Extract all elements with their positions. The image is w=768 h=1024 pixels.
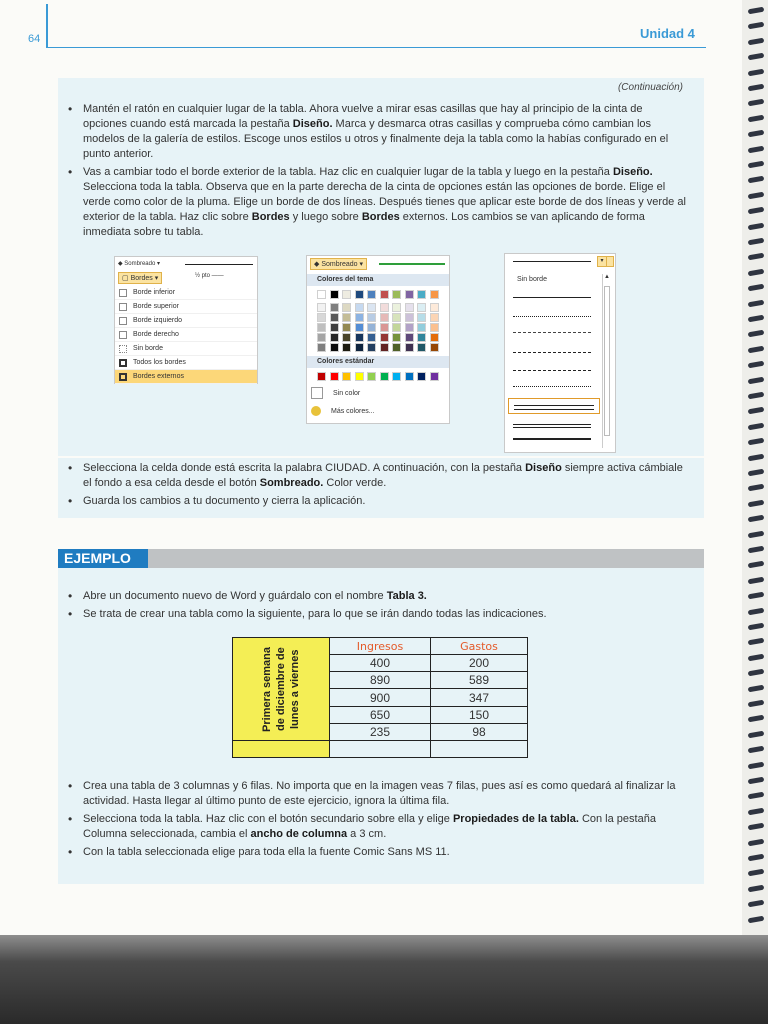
binding-ring bbox=[748, 238, 765, 246]
header-rule bbox=[46, 47, 706, 48]
binding-ring bbox=[748, 499, 765, 507]
table-cell: 235 bbox=[330, 723, 431, 740]
borders-menu-screenshot bbox=[114, 256, 258, 384]
line-style-thick-thin[interactable] bbox=[513, 424, 591, 428]
theme-shade-swatch[interactable] bbox=[380, 303, 389, 312]
menu-item-all-borders[interactable]: Todos los bordes bbox=[115, 356, 257, 370]
binding-ring bbox=[748, 37, 765, 45]
binding-ring bbox=[748, 68, 765, 76]
theme-shade-swatch[interactable] bbox=[355, 323, 364, 332]
theme-shade-swatch[interactable] bbox=[367, 333, 376, 342]
no-color-option[interactable]: Sin color bbox=[311, 386, 445, 401]
theme-shade-swatch[interactable] bbox=[330, 313, 339, 322]
example-label: EJEMPLO bbox=[58, 549, 148, 568]
menu-item-left-border[interactable]: Borde izquierdo bbox=[115, 314, 257, 328]
binding-ring bbox=[748, 253, 765, 261]
binding-ring bbox=[748, 669, 765, 677]
theme-shade-swatch[interactable] bbox=[380, 323, 389, 332]
theme-shade-swatch[interactable] bbox=[367, 323, 376, 332]
binding-ring bbox=[748, 268, 765, 276]
binding-ring bbox=[748, 823, 765, 831]
binding-ring bbox=[748, 484, 765, 492]
binding-ring bbox=[748, 777, 765, 785]
line-style-double-selected[interactable] bbox=[508, 398, 600, 414]
header-vertical-rule bbox=[46, 4, 48, 48]
header-expenses: Gastos bbox=[431, 638, 528, 655]
theme-color-swatch[interactable] bbox=[355, 290, 364, 299]
theme-shade-swatch[interactable] bbox=[430, 343, 439, 352]
binding-ring bbox=[748, 330, 765, 338]
pen-line-sample bbox=[185, 264, 253, 265]
theme-color-swatch[interactable] bbox=[417, 290, 426, 299]
binding-ring bbox=[748, 792, 765, 800]
line-style-dash-dot[interactable] bbox=[513, 370, 591, 371]
binding-ring bbox=[748, 838, 765, 846]
shading-dropdown-button[interactable]: ◆ Sombreado ▾ bbox=[310, 258, 367, 270]
example-table bbox=[232, 637, 528, 758]
border-bottom-icon bbox=[119, 289, 127, 297]
theme-shade-swatch[interactable] bbox=[367, 313, 376, 322]
theme-shade-swatch[interactable] bbox=[355, 313, 364, 322]
theme-color-swatch[interactable] bbox=[342, 290, 351, 299]
bullet-item: • Mantén el ratón en cualquier lugar de la tabla. Ahora vuelve a mirar esas casillas que hay al principio de la cinta de opciones cuando está marcada la pestaña Diseño. Marca y desmarca otras casillas y comprueba cómo cambian los modelos de la galería de estilos. Escoge unos estilos u otros y finalmente deja la tabla como la habías configurado en el punto anterior. bbox=[66, 102, 686, 162]
standard-color-swatch[interactable] bbox=[380, 372, 389, 381]
table-cell: 150 bbox=[431, 706, 528, 723]
binding-ring bbox=[748, 284, 765, 292]
border-right-icon bbox=[119, 331, 127, 339]
more-colors-option[interactable]: Más colores... bbox=[311, 404, 445, 419]
table-cell: 98 bbox=[431, 723, 528, 740]
dropdown-arrow-icon[interactable]: ▾ bbox=[597, 256, 607, 267]
no-color-icon bbox=[311, 387, 323, 399]
theme-shade-swatch[interactable] bbox=[392, 313, 401, 322]
no-border-icon bbox=[119, 345, 127, 353]
table-cell: 400 bbox=[330, 655, 431, 672]
bullet-item: • Con la tabla seleccionada elige para toda ella la fuente Comic Sans MS 11. bbox=[66, 845, 691, 860]
standard-color-swatch[interactable] bbox=[392, 372, 401, 381]
theme-shade-swatch[interactable] bbox=[380, 333, 389, 342]
bullet-item: • Selecciona toda la tabla. Haz clic con el botón secundario sobre ella y elige Propiedades de la tabla. Con la pestaña Columna seleccionada, cambia el ancho de columna a 3 cm. bbox=[66, 812, 691, 842]
binding-ring bbox=[748, 453, 765, 461]
standard-color-swatch[interactable] bbox=[317, 372, 326, 381]
scrollbar[interactable] bbox=[602, 274, 612, 448]
binding-ring bbox=[748, 145, 765, 153]
dropdown-side-button[interactable] bbox=[606, 256, 614, 267]
theme-color-swatch[interactable] bbox=[405, 290, 414, 299]
outside-borders-icon bbox=[119, 373, 127, 381]
all-borders-icon bbox=[119, 359, 127, 367]
theme-colors-header: Colores del tema bbox=[307, 274, 449, 286]
line-style-dashed[interactable] bbox=[513, 352, 591, 353]
binding-ring bbox=[748, 422, 765, 430]
theme-shade-swatch[interactable] bbox=[417, 333, 426, 342]
binding-ring bbox=[748, 561, 765, 569]
menu-item-no-border[interactable]: Sin borde bbox=[115, 342, 257, 356]
theme-shade-swatch[interactable] bbox=[367, 343, 376, 352]
binding-ring bbox=[748, 715, 765, 723]
table-cell: 347 bbox=[431, 689, 528, 706]
binding-ring bbox=[748, 345, 765, 353]
unit-title: Unidad 4 bbox=[640, 26, 695, 41]
line-style-thick[interactable] bbox=[513, 438, 591, 440]
theme-shade-swatch[interactable] bbox=[405, 313, 414, 322]
binding-ring bbox=[748, 469, 765, 477]
binding-ring bbox=[748, 546, 765, 554]
binding-ring bbox=[748, 576, 765, 584]
theme-shade-swatch[interactable] bbox=[317, 343, 326, 352]
theme-shade-swatch[interactable] bbox=[417, 313, 426, 322]
theme-shade-swatch[interactable] bbox=[430, 333, 439, 342]
line-style-solid[interactable] bbox=[513, 297, 591, 298]
theme-shade-swatch[interactable] bbox=[330, 343, 339, 352]
current-line-sample bbox=[513, 261, 591, 262]
theme-shade-swatch[interactable] bbox=[392, 333, 401, 342]
menu-item-top-border[interactable]: Borde superior bbox=[115, 300, 257, 314]
binding-ring bbox=[748, 392, 765, 400]
binding-ring bbox=[748, 361, 765, 369]
binding-ring bbox=[748, 22, 765, 30]
table-cell bbox=[431, 741, 528, 758]
binding-ring bbox=[748, 53, 765, 61]
binding-ring bbox=[748, 299, 765, 307]
scrollbar-thumb[interactable] bbox=[604, 286, 610, 436]
binding-ring bbox=[748, 315, 765, 323]
side-line-1: Primera semana bbox=[261, 646, 273, 732]
table-cell bbox=[330, 741, 431, 758]
binding-ring bbox=[748, 191, 765, 199]
theme-shade-swatch[interactable] bbox=[430, 313, 439, 322]
theme-shade-swatch[interactable] bbox=[355, 343, 364, 352]
borders-button[interactable]: ▢ Bordes ▾ bbox=[118, 272, 162, 284]
paint-bucket-icon: ◆ bbox=[314, 261, 320, 268]
binding-ring bbox=[748, 130, 765, 138]
theme-shade-swatch[interactable] bbox=[405, 333, 414, 342]
binding-ring bbox=[748, 869, 765, 877]
binding-ring bbox=[748, 7, 765, 15]
theme-shade-swatch[interactable] bbox=[342, 323, 351, 332]
binding-ring bbox=[748, 884, 765, 892]
theme-shade-swatch[interactable] bbox=[392, 303, 401, 312]
theme-shade-swatch[interactable] bbox=[392, 343, 401, 352]
table-cell: 200 bbox=[431, 655, 528, 672]
binding-ring bbox=[748, 807, 765, 815]
line-style-dash-dot-dot[interactable] bbox=[513, 386, 591, 387]
standard-color-swatch[interactable] bbox=[405, 372, 414, 381]
theme-shade-swatch[interactable] bbox=[342, 303, 351, 312]
color-wheel-icon bbox=[311, 406, 321, 416]
theme-color-swatch[interactable] bbox=[430, 290, 439, 299]
theme-shade-swatch[interactable] bbox=[355, 333, 364, 342]
theme-shade-swatch[interactable] bbox=[392, 323, 401, 332]
binding-ring bbox=[748, 114, 765, 122]
binding-ring bbox=[748, 607, 765, 615]
theme-shade-swatch[interactable] bbox=[317, 323, 326, 332]
menu-item-outside-borders[interactable]: Bordes externos bbox=[115, 370, 257, 384]
theme-shade-swatch[interactable] bbox=[330, 323, 339, 332]
binding-ring bbox=[748, 99, 765, 107]
border-top-icon bbox=[119, 303, 127, 311]
theme-shade-swatch[interactable] bbox=[330, 333, 339, 342]
binding-ring bbox=[748, 653, 765, 661]
pen-weight[interactable]: ½ pto —— bbox=[195, 273, 224, 279]
theme-shade-swatch[interactable] bbox=[417, 323, 426, 332]
theme-shade-swatch[interactable] bbox=[430, 323, 439, 332]
green-pen-sample bbox=[379, 263, 445, 265]
line-styles-screenshot bbox=[504, 253, 616, 453]
scan-shadow bbox=[0, 935, 768, 1024]
theme-shade-swatch[interactable] bbox=[417, 343, 426, 352]
bullet-item: • Selecciona la celda donde está escrita la palabra CIUDAD. A continuación, con la pestaña Diseño siempre activa cámbiale el fondo a esa celda desde el botón Sombreado. Color verde. bbox=[66, 461, 691, 491]
theme-shade-swatch[interactable] bbox=[405, 303, 414, 312]
menu-item-right-border[interactable]: Borde derecho bbox=[115, 328, 257, 342]
binding-ring bbox=[748, 623, 765, 631]
bullet-item: • Vas a cambiar todo el borde exterior de la tabla. Haz clic en cualquier lugar de la tabla y luego en la pestaña Diseño. Selecciona toda la tabla. Observa que en la parte derecha de la cinta de opciones están las opciones de borde. Elige el verde como color de la pluma. Elige un borde de dos líneas. Después tienes que aplicar este borde de dos líneas y verde al exterior de la tabla. Haz clic sobre Bordes y luego sobre Bordes externos. Los cambios se van aplicando de forma inmediata sobre tu tabla. bbox=[66, 165, 686, 240]
border-left-icon bbox=[119, 317, 127, 325]
standard-color-swatch[interactable] bbox=[430, 372, 439, 381]
standard-colors-header: Colores estándar bbox=[307, 356, 449, 368]
bullet-item: • Se trata de crear una tabla como la siguiente, para lo que se irán dando todas las indicaciones. bbox=[66, 607, 691, 622]
menu-item-bottom-border[interactable]: Borde inferior bbox=[115, 286, 257, 300]
table-cell: 650 bbox=[330, 706, 431, 723]
theme-shade-swatch[interactable] bbox=[380, 343, 389, 352]
binding-ring bbox=[748, 730, 765, 738]
borders-dropdown bbox=[115, 286, 257, 384]
line-style-fine-dash[interactable] bbox=[513, 332, 591, 333]
binding-ring bbox=[748, 761, 765, 769]
vertical-text bbox=[233, 638, 329, 740]
binding-ring bbox=[748, 376, 765, 384]
standard-color-swatch[interactable] bbox=[330, 372, 339, 381]
bullet-item: • Crea una tabla de 3 columnas y 6 filas. No importa que en la imagen veas 7 filas, pues así es como quedará al finalizar la actividad. Hasta llegar al último punto de este ejercicio, ignora la última fila. bbox=[66, 779, 691, 809]
binding-ring bbox=[748, 915, 765, 923]
theme-color-swatch[interactable] bbox=[392, 290, 401, 299]
instruction-list-2 bbox=[66, 461, 691, 512]
theme-color-swatch[interactable] bbox=[330, 290, 339, 299]
standard-color-swatch[interactable] bbox=[367, 372, 376, 381]
binding-ring bbox=[748, 161, 765, 169]
binding-ring bbox=[748, 222, 765, 230]
shading-button[interactable]: ◆ Sombreado ▾ bbox=[118, 261, 161, 267]
header-income: Ingresos bbox=[330, 638, 431, 655]
bullet-item: • Guarda los cambios a tu documento y cierra la aplicación. bbox=[66, 494, 691, 509]
theme-shade-swatch[interactable] bbox=[317, 313, 326, 322]
table-row-empty bbox=[233, 741, 528, 758]
theme-color-swatch[interactable] bbox=[367, 290, 376, 299]
spiral-binding bbox=[742, 0, 768, 935]
example-list-top bbox=[66, 589, 691, 625]
scroll-up-icon[interactable]: ▲ bbox=[604, 274, 610, 280]
table-cell: 890 bbox=[330, 672, 431, 689]
theme-shade-swatch[interactable] bbox=[405, 343, 414, 352]
paint-bucket-icon: ◆ bbox=[118, 261, 123, 267]
binding-ring bbox=[748, 515, 765, 523]
theme-shade-swatch[interactable] bbox=[380, 313, 389, 322]
table-cell: 900 bbox=[330, 689, 431, 706]
binding-ring bbox=[748, 84, 765, 92]
theme-color-swatch[interactable] bbox=[380, 290, 389, 299]
theme-shade-swatch[interactable] bbox=[430, 303, 439, 312]
theme-shade-swatch[interactable] bbox=[367, 303, 376, 312]
binding-ring bbox=[748, 684, 765, 692]
example-list-bottom bbox=[66, 779, 691, 863]
theme-shade-swatch[interactable] bbox=[417, 303, 426, 312]
example-bar bbox=[58, 549, 704, 568]
border-icon: ▢ bbox=[122, 275, 129, 282]
binding-ring bbox=[748, 592, 765, 600]
side-line-3: lunes a viernes bbox=[289, 649, 301, 729]
theme-color-swatch[interactable] bbox=[317, 290, 326, 299]
bullet-item: • Abre un documento nuevo de Word y guárdalo con el nombre Tabla 3. bbox=[66, 589, 691, 604]
binding-ring bbox=[748, 746, 765, 754]
theme-shade-swatch[interactable] bbox=[342, 333, 351, 342]
standard-color-swatch[interactable] bbox=[342, 372, 351, 381]
table-cell: 589 bbox=[431, 672, 528, 689]
binding-ring bbox=[748, 530, 765, 538]
standard-color-swatch[interactable] bbox=[355, 372, 364, 381]
theme-shade-swatch[interactable] bbox=[317, 303, 326, 312]
theme-shade-swatch[interactable] bbox=[342, 313, 351, 322]
color-picker-screenshot bbox=[306, 255, 450, 424]
instruction-list-1 bbox=[66, 102, 686, 243]
side-line-2: de diciembre de bbox=[275, 647, 287, 731]
binding-ring bbox=[748, 900, 765, 908]
standard-color-swatch[interactable] bbox=[417, 372, 426, 381]
page-number: 64 bbox=[28, 33, 41, 45]
binding-ring bbox=[748, 176, 765, 184]
binding-ring bbox=[748, 438, 765, 446]
binding-ring bbox=[748, 638, 765, 646]
binding-ring bbox=[748, 700, 765, 708]
line-style-dotted[interactable] bbox=[513, 316, 591, 317]
continuation-label: (Continuación) bbox=[617, 82, 683, 93]
theme-shade-swatch[interactable] bbox=[405, 323, 414, 332]
theme-shade-swatch[interactable] bbox=[342, 343, 351, 352]
binding-ring bbox=[748, 407, 765, 415]
theme-shade-swatch[interactable] bbox=[355, 303, 364, 312]
binding-ring bbox=[748, 854, 765, 862]
theme-shade-swatch[interactable] bbox=[330, 303, 339, 312]
yellow-empty-cell bbox=[233, 741, 330, 758]
yellow-week-cell bbox=[233, 638, 330, 741]
double-line-sample bbox=[514, 405, 594, 410]
theme-shade-swatch[interactable] bbox=[317, 333, 326, 342]
no-border-option[interactable]: Sin borde bbox=[517, 276, 547, 283]
binding-ring bbox=[748, 207, 765, 215]
